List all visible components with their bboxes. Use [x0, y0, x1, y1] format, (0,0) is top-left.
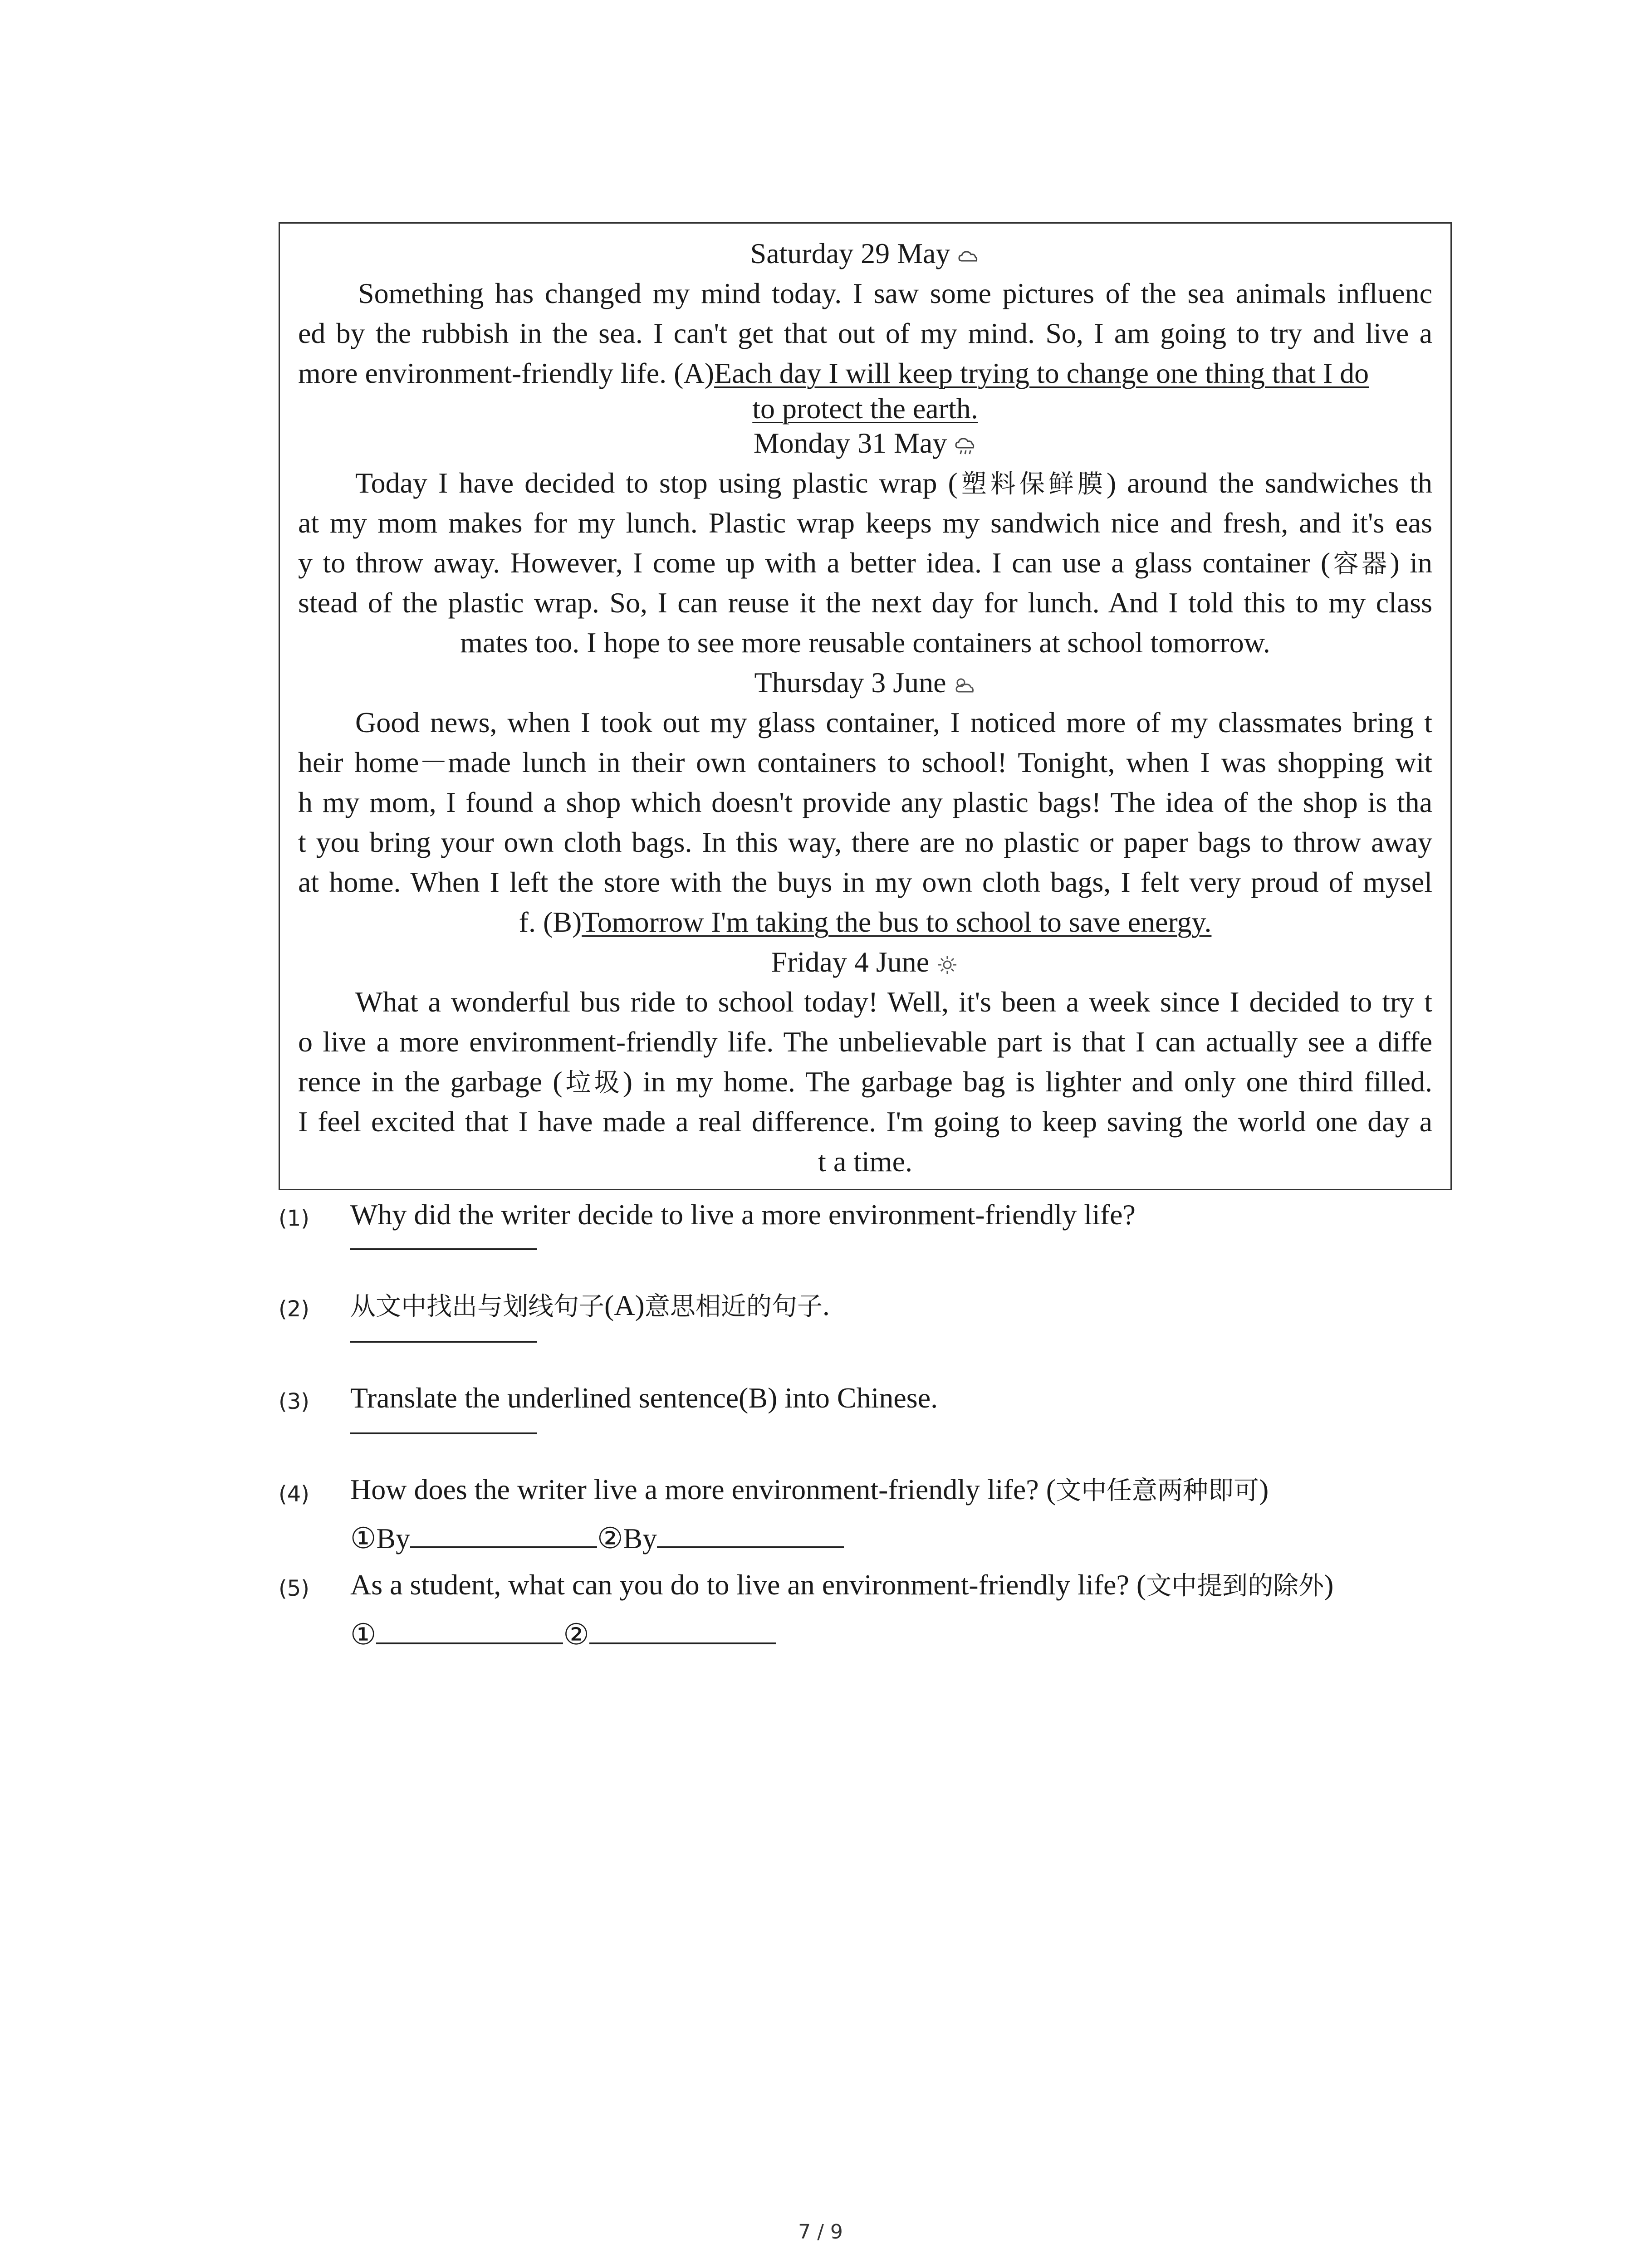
entry3-line2: heir home－made lunch in their own containers to school! Tonight, when I was shopping wit [298, 746, 1432, 778]
question-number: (1) [279, 1206, 309, 1231]
entry2-date: Monday 31 May [298, 423, 1432, 463]
question-text: Why did the writer decide to live a more environment-friendly life? [350, 1198, 1136, 1231]
question-text: Translate the underlined sentence(B) into Chinese. [350, 1382, 938, 1414]
answer-blank-1[interactable] [410, 1519, 597, 1548]
answer-blank-1[interactable] [376, 1615, 563, 1644]
entry3-line4: t you bring your own cloth bags. In this way, there are no plastic or paper bags to throw away [298, 826, 1432, 858]
question-number: (3) [279, 1389, 309, 1414]
underlined-sentence-b: Tomorrow I'm taking the bus to school to save energy. [582, 906, 1212, 938]
question-text: 从文中找出与划线句子(A)意思相近的句子. [350, 1289, 830, 1321]
entry2-line3: y to throw away. However, I come up with a better idea. I can use a glass container (容器) in [298, 547, 1433, 579]
entry4-line5: t a time. [818, 1145, 912, 1178]
question-number: (4) [279, 1481, 309, 1507]
entry2-line4: stead of the plastic wrap. So, I can reuse it the next day for lunch. And I told this to my class [298, 587, 1432, 619]
underlined-sentence-a-end: to protect the earth. [752, 392, 978, 425]
entry1-line4 [298, 389, 1432, 429]
sun-icon [936, 953, 959, 977]
entry1-line1: Something has changed my mind today. I saw some pictures of the sea animals influenc [358, 277, 1432, 309]
entry2-line1: Today I have decided to stop using plastic wrap (塑料保鲜膜) around the sandwiches th [355, 467, 1433, 499]
entry4-line4: I feel excited that I have made a real difference. I'm going to keep saving the world one day a [298, 1105, 1432, 1138]
entry3-line5: at home. When I left the store with the buys in my own cloth bags, I felt very proud of mysel [298, 866, 1432, 898]
entry3-line3: h my mom, I found a shop which doesn't provide any plastic bags! The idea of the shop is tha [298, 786, 1432, 818]
entry4-line3: rence in the garbage (垃圾) in my home. The garbage bag is lighter and only one third filled. [298, 1066, 1433, 1098]
entry3-line6: f. (B)Tomorrow I'm taking the bus to school to save energy. [519, 906, 1212, 938]
entry2-line5: mates too. I hope to see more reusable containers at school tomorrow. [460, 626, 1270, 659]
entry4-date: Friday 4 June [298, 942, 1432, 982]
entry1-line3: more environment-friendly life. (A)Each day I will keep trying to change one thing that I do [298, 357, 1369, 389]
question-number: (2) [279, 1296, 309, 1322]
answer-blank[interactable] [350, 1341, 537, 1343]
entry3-line1: Good news, when I took out my glass container, I noticed more of my classmates bring t [355, 706, 1432, 738]
answer-blank-2[interactable] [589, 1615, 776, 1644]
entry1-line2: ed by the rubbish in the sea. I can't get that out of my mind. So, I am going to try and live a [298, 317, 1432, 349]
underlined-sentence-a: Each day I will keep trying to change one thing that I do [714, 357, 1369, 389]
rain-icon [953, 434, 977, 458]
entry4-line2: o live a more environment-friendly life. The unbelievable part is that I can actually see a diffe [298, 1026, 1432, 1058]
cloudy-icon [956, 244, 980, 268]
entry1-date: Saturday 29 May [298, 234, 1432, 274]
answer-blank-2[interactable] [657, 1519, 844, 1548]
question-number: (5) [279, 1576, 309, 1601]
answer-blank[interactable] [350, 1432, 537, 1434]
answer-blank[interactable] [350, 1248, 537, 1250]
question-text: How does the writer live a more environment-friendly life? (文中任意两种即可) [350, 1473, 1269, 1505]
answer-row: ① ② [350, 1615, 776, 1655]
diary-passage-box [279, 222, 1452, 1190]
question-text: As a student, what can you do to live an environment-friendly life? (文中提到的除外) [350, 1569, 1334, 1601]
partly-cloudy-icon [953, 674, 976, 697]
page-number: 7 / 9 [798, 2220, 843, 2244]
answer-row: ①By ②By [350, 1519, 844, 1559]
entry2-line2: at my mom makes for my lunch. Plastic wrap keeps my sandwich nice and fresh, and it's eas [298, 507, 1432, 539]
entry3-date: Thursday 3 June [298, 663, 1432, 703]
entry4-line1: What a wonderful bus ride to school today! Well, it's been a week since I decided to try t [355, 986, 1432, 1018]
